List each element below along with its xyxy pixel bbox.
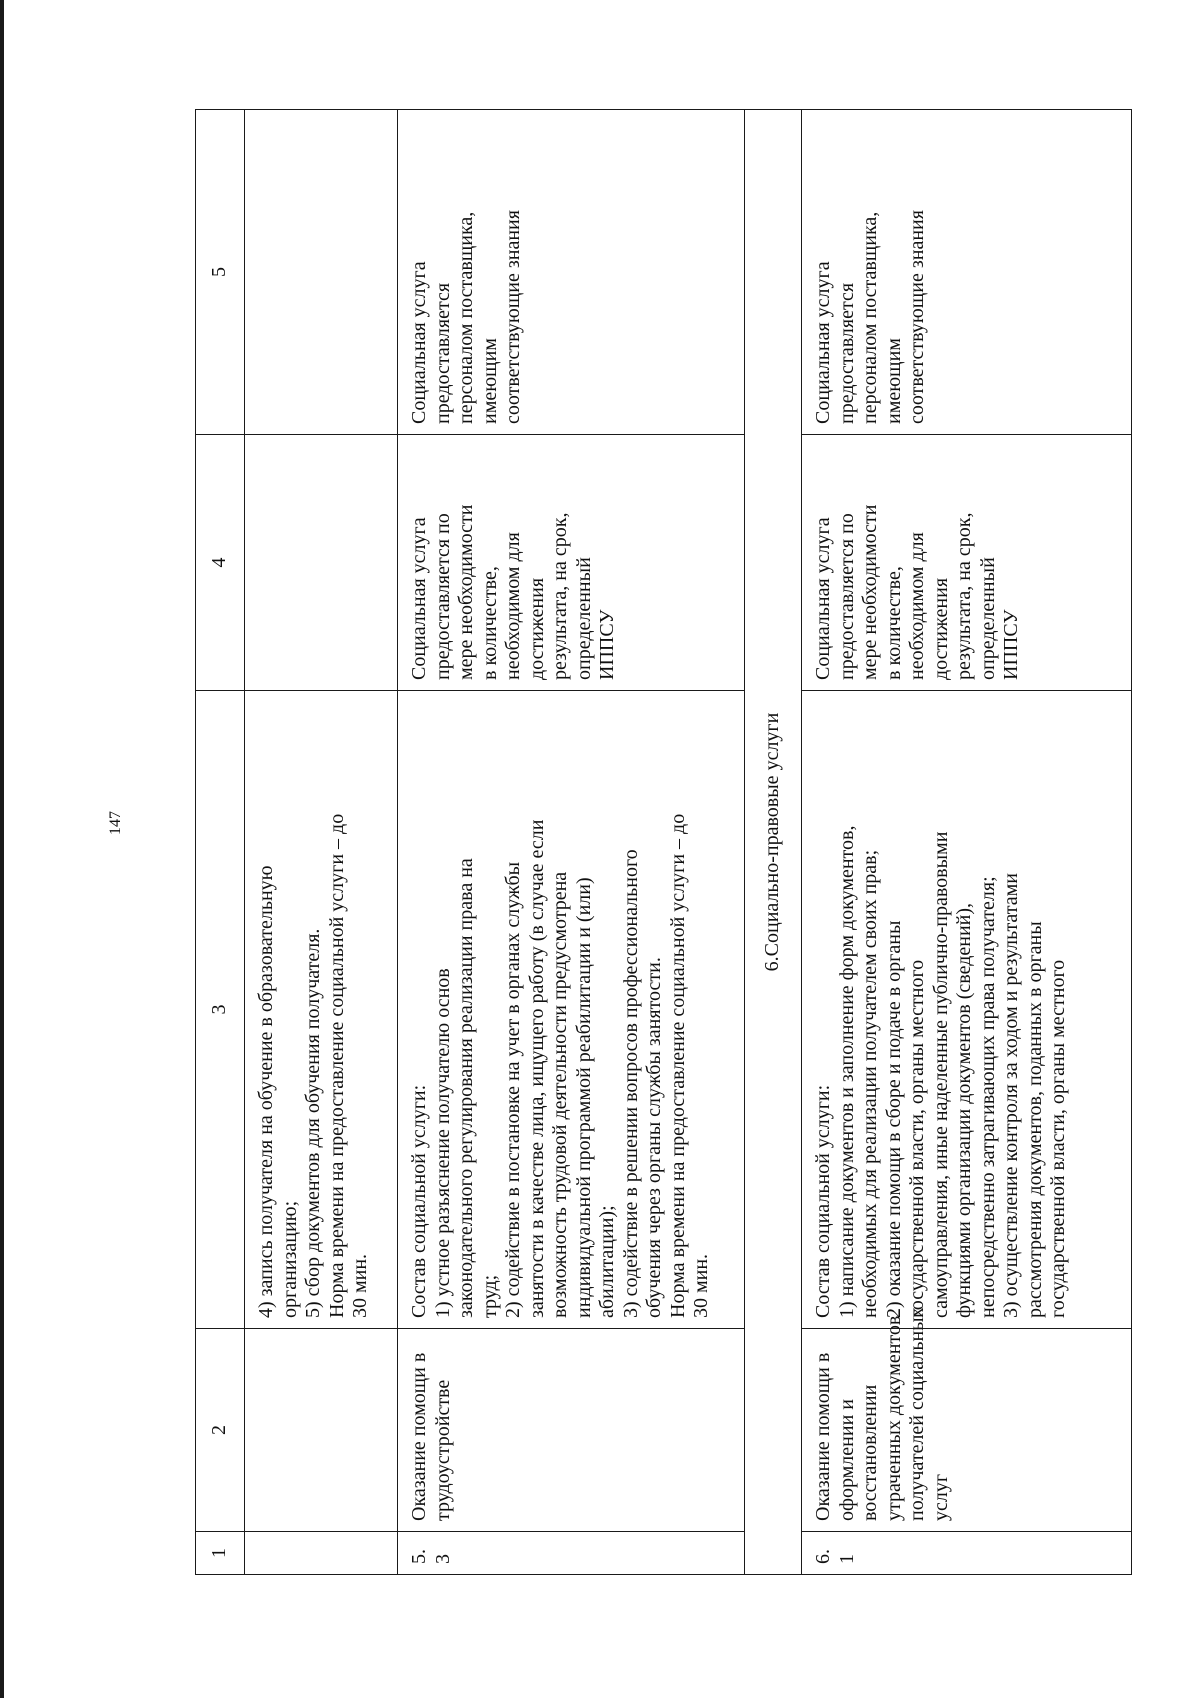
rotated-sheet — [195, 110, 1200, 1575]
cell-line: имеющим — [882, 338, 905, 424]
header-cell-1: 1 — [196, 1532, 245, 1575]
cell-line: индивидуальной программой реабилитации и (или) — [572, 877, 595, 1318]
cell-line: восстановлении — [859, 1384, 881, 1521]
cell-line: 1) устное разъяснение получателю основ — [431, 968, 454, 1318]
service-period-cell — [245, 435, 398, 691]
cell-line: Социальная услуга — [408, 261, 430, 424]
service-name-cell — [245, 1329, 398, 1532]
cell-line: услуг — [929, 1473, 952, 1521]
cell-line: труд; — [478, 1274, 501, 1318]
cell-line: 2) содействие в постановке на учет в органах службы — [502, 861, 524, 1318]
service-period-cell — [802, 435, 1132, 691]
table-header-row — [196, 110, 245, 1575]
cell-line: 4) запись получателя на обучение в образовательную — [255, 865, 277, 1318]
cell-line: достижения — [525, 577, 548, 680]
row-number-cell: 6.1 — [802, 1532, 1132, 1575]
cell-line: соответствующие знания — [906, 210, 928, 424]
cell-line: предоставляется по — [835, 513, 858, 680]
section-heading-row — [745, 110, 802, 1575]
service-name-cell — [802, 1307, 1132, 1532]
service-content-cell — [802, 691, 1132, 1329]
cell-line: Оказание помощи в — [812, 1352, 834, 1521]
cell-line: достижения — [929, 577, 952, 680]
cell-line: абилитации); — [596, 1205, 618, 1318]
cell-line: государственной власти, органы местного — [1047, 959, 1069, 1318]
cell-line: имеющим — [478, 338, 501, 424]
cell-line: трудоустройстве — [431, 1379, 454, 1521]
cell-line: утраченных документов — [882, 1315, 905, 1521]
cell-line: мере необходимости — [859, 504, 881, 680]
cell-line: 30 мин. — [349, 1253, 371, 1318]
page-number: 147 — [107, 811, 124, 835]
service-name-cell — [398, 1329, 745, 1532]
cell-line: необходимом для — [502, 532, 524, 680]
scan-border — [0, 0, 4, 1698]
table-body — [196, 110, 1132, 1575]
cell-line: функциями организации документов (сведений), — [953, 902, 975, 1318]
cell-line: непосредственно затрагивающих права получателя; — [976, 876, 999, 1318]
service-content-cell — [245, 691, 398, 1329]
cell-line: в количестве, — [478, 566, 501, 680]
cell-line: предоставляется по — [431, 513, 454, 680]
row-number-cell — [245, 1532, 398, 1575]
cell-line: Норма времени на предоставление социальной услуги – до — [325, 813, 348, 1318]
cell-line: персоналом поставщика, — [455, 211, 477, 424]
cell-line: предоставляется — [835, 282, 858, 424]
cell-line: Социальная услуга — [812, 517, 834, 680]
cell-line: необходимом для — [906, 532, 928, 680]
cell-line: мере необходимости — [455, 504, 477, 680]
cell-line: рассмотрения документов, поданных в органы — [1023, 921, 1046, 1318]
cell-line: 2) оказание помощи в сборе и подаче в органы — [882, 920, 905, 1318]
service-conditions-cell — [398, 110, 745, 435]
cell-line: результата, на срок, — [549, 512, 571, 680]
services-table — [195, 109, 1132, 1575]
cell-line: ИППСУ — [596, 609, 618, 680]
cell-line: предоставляется — [431, 282, 454, 424]
cell-line: 30 мин. — [690, 1253, 712, 1318]
header-cell-4: 4 — [196, 435, 245, 691]
cell-line: государственной власти, органы местного — [906, 959, 928, 1318]
cell-line: возможность трудовой деятельности предусмотрена — [549, 871, 571, 1318]
cell-line: оформлении и — [835, 1399, 858, 1521]
cell-line: самоуправления, иные наделенные публично-правовыми — [929, 831, 952, 1318]
cell-line: занятости в качестве лица, ищущего работу (в случае если — [525, 819, 548, 1318]
table-row-6-1 — [802, 110, 1132, 1575]
cell-line: соответствующие знания — [502, 210, 524, 424]
cell-line: 5) сбор документов для обучения получателя. — [302, 928, 324, 1318]
cell-line: 1) написание документов и заполнение форм документов, — [835, 825, 858, 1318]
header-cell-5: 5 — [196, 110, 245, 435]
cell-line: законодательного регулирования реализации права на — [455, 858, 477, 1318]
cell-line: результата, на срок, — [953, 512, 975, 680]
cell-line: Состав социальной услуги: — [408, 1084, 430, 1318]
cell-line: 3) содействие в решении вопросов профессионального — [619, 849, 642, 1318]
section-title: 6.Социально-правовые услуги — [745, 110, 802, 1575]
cell-line: Норма времени на предоставление социальной услуги – до — [666, 813, 689, 1318]
table-row-5-3 — [398, 110, 745, 1575]
header-cell-2: 2 — [196, 1329, 245, 1532]
cell-line: в количестве, — [882, 566, 905, 680]
cell-line: получателей социальных — [906, 1307, 928, 1521]
cell-line: 3) осуществление контроля за ходом и результатами — [1000, 872, 1022, 1318]
row-number-cell: 5.3 — [398, 1532, 745, 1575]
service-content-cell — [398, 691, 745, 1329]
cell-line: Социальная услуга — [812, 261, 834, 424]
header-cell-3: 3 — [196, 691, 245, 1329]
service-period-cell — [398, 435, 745, 691]
cell-line: организацию; — [278, 1200, 301, 1318]
cell-line: Социальная услуга — [408, 517, 430, 680]
service-conditions-cell — [802, 110, 1132, 435]
cell-line: ИППСУ — [1000, 609, 1022, 680]
cell-line: Состав социальной услуги: — [812, 1084, 834, 1318]
table-row-continuation — [245, 110, 398, 1575]
cell-line: определенный — [572, 557, 595, 680]
cell-line: определенный — [976, 557, 999, 680]
service-conditions-cell — [245, 110, 398, 435]
cell-line: необходимых для реализации получателем своих прав; — [859, 849, 881, 1318]
cell-line: Оказание помощи в — [408, 1352, 430, 1521]
cell-line: персоналом поставщика, — [859, 211, 881, 424]
cell-line: обучения через органы службы занятости. — [643, 957, 665, 1318]
